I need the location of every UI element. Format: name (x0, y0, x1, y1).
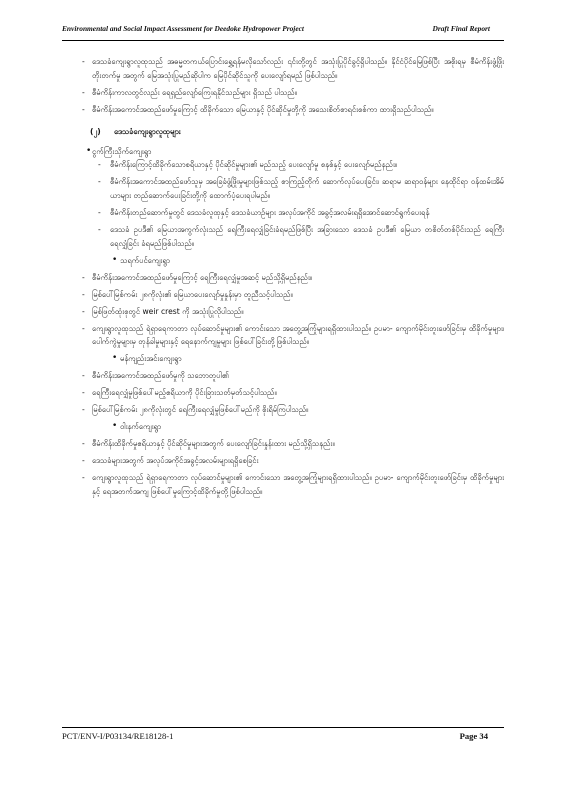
list-item: - ရေကြီးရေလျှံမှုဖြစ်ပေါ်မည့်ဧရိယာကို ပိုင်းခြားသတ်မှတ်သင့်ပါသည်။ (82, 388, 277, 398)
section-heading (62, 125, 504, 139)
bullet-icon: • (112, 254, 118, 265)
page-number: Page 34 (459, 731, 488, 741)
list-item: - ဒေသခံများအတွက် အလုပ်အကိုင်အခွင့်အလမ်းများရရှိစေခြင်း (82, 455, 259, 465)
list-item: - မြစ်ပေါ်မြစ်ကမ်း ၂၈ကိုလုံးတွင် ရေကြီးရေလျှံမှုဖြစ်ပေါ်မည်ကို စိုးရိမ်ကြပါသည်။ (82, 405, 309, 415)
bullet-icon: • (112, 420, 118, 431)
page-footer (62, 731, 504, 807)
village-heading: • သရက်ပင်ကျေးရွာ (62, 254, 504, 268)
list-item: - မြစ်ပေါ်မြစ်ကမ်း ၂၈ကိုလုံး၏ မြေယာပေးလျော်မှုနှုန်းမှာ တူညီသင့်ပါသည်။ (82, 289, 293, 299)
village-heading: • မန်ကျည်းအင်းကျေးရွာ (62, 352, 504, 366)
list-item: - ကျေးရွာလူထုသည် ရဲရှာရေကာတာ လုပ်ဆောင်မှုများ၏ ကောင်းသော အတွေ့အကြုံများရရှိထားပါသည်။ ဥပမာ- ကျောက်မိုင်းတူးဖော်ခြင်းမှ ထိခိုက်မှုများ နှင့် ရေအတက်အကျ ဖြစ်ပေါ်မှုကြောင့်ထိခိုက်မှုတို့ဖြစ်ပါသည်။ (82, 472, 504, 496)
page-header (62, 24, 504, 38)
list-item: - ဒေသခံကျေးရွာလူထုသည် အဓမ္မတကယ်ပြောင်းရွှေ့ရန်မလိုသော်လည်း ၎င်းတို့တွင် အသုံးပြုပိုင်ခွင့်ရှိပါသည်။ နိုင်ငံပိုင်မြေဖြစ်ပြီး အစိုးရမှ စီမံကိန်းဖွံ့ဖြိုးတိုးတက်မှု အတွက် မြေအသုံးပြုမည်ဆိုပါက မြေပိုင်ဆိုင်သူကို ပေးလျော်ရမည် ဖြစ်ပါသည်။ (82, 57, 504, 80)
section-number: (၂) (90, 126, 101, 136)
list-item: - စီမံကိန်းတည်ဆောက်မှုတွင် ဒေသခံလူထုနှင့် ဒေသခံယာဉ်များ အလုပ်အကိုင် အခွင့်အလမ်းရရှိအောင်ဆောင်ရွက်ပေးရန် (98, 208, 430, 218)
village-heading: • ဝါးနက်ကျေးရွာ (62, 420, 504, 434)
section-title: ဒေသခံကျေးရွာလူထုများ (114, 126, 181, 136)
village-heading: • ငွက်ကြီးသိုက်ကျေးရွာ (62, 145, 504, 159)
list-item: - စီမံကိန်းထိခိုက်မှုဧရိယာနှင့် ပိုင်ဆိုင်မှုများအတွက် ပေးလျော်ခြင်းနှုန်းထား မည်သို့ရှိသနည်း။ (82, 438, 335, 448)
header-report-status: Draft Final Report (432, 24, 490, 33)
list-item: - စီမံကိန်းအကောင်အထည်ဖော်သူမှ အခြေခံဖွံ့ဖြိုးမှုများဖြစ်သည့် စာကြည့်တိုက် ဆောက်လုပ်ပေးခြင်း၊ ဆရာမ ဆရာဝန်များ နေထိုင်ရာ ဝန်ထမ်းအိမ်ယာများ တည်ဆောက်ပေးခြင်းတို့ကို ထောက်ပံ့ပေးရပါမည်။ (98, 177, 504, 201)
header-title: Environmental and Social Impact Assessment for Deedoke Hydropower Project (62, 24, 304, 33)
list-item: - ကျေးရွာလူထုသည် ရဲရှာရေကာတာ လုပ်ဆောင်မှုများ၏ ကောင်းသော အတွေ့အကြုံများရရှိထားပါသည်။ ဥပမာ- ကျောက်မိုင်းတူးဖော်ခြင်းမှ ထိခိုက်မှုများ၊ ပေါက်ကွဲမှုများမှ တုန်ခါမှုများနှင့် ရေနောက်ကျမှုများ ဖြစ်ပေါ်ခြင်းတို့ဖြစ်ပါသည်။ (82, 323, 504, 347)
bullet-icon: • (86, 145, 92, 156)
list-item: - စီမံကိန်းအကောင်အထည်ဖော်မှုကို သဘောတူပါ၏ (82, 371, 229, 381)
page-body (62, 55, 504, 498)
list-item: - စီမံကိန်းကြောင့်ထိခိုက်သောစရိယာနှင့် ပိုင်ဆိုင်မှုများ၏ မည်သည့် ပေးလျော်မှု စနစ်နှင့် ပေးလျော်မည်နည်း။ (98, 160, 398, 170)
footer-rule (62, 727, 504, 728)
bullet-icon: • (112, 353, 118, 364)
list-item: - စီမံကိန်းအကောင်အထည်ဖော်မှုကြောင့် ထိခိုက်သော မြေယာနှင့် ပိုင်ဆိုင်မှုတို့ကို အသေးစိတ်စာရင်းစစ်ကာ ထားရှိသည်ပါသည်။ (82, 104, 434, 114)
list-item: - စီမံကိန်းအကောင်အထည်ဖော်မှုကြောင့် ရေကြီးရေလျှံမှုအဆင့် မည်သို့ရှိမည်နည်း။ (82, 272, 313, 282)
header-rule (62, 40, 504, 41)
document-reference: PCT/ENV-I/P03134/RE18128-1 (62, 731, 174, 741)
list-item: - မြစ်ဖြတ်ထုံးစုတွင် weir crest ကို အသုံးပြုလိုပါသည်။ (82, 306, 244, 316)
list-item: - ဒေသခံ ဥပဒီ၏ မြေယာအကွက်လုံးသည် ရေကြီးရေလျှံခြင်းခံရမည်ဖြစ်ပြီး အခြားသော ဒေသခံ ဥပဒီ၏ မြေယာ တစိတ်တစ်ပိုင်းသည် ရေကြီးရေလျှံခြင်း ခံရမည်ဖြစ်ပါသည်။ (98, 225, 504, 248)
list-item: - စီမံကိန်းကာလတွင်လည်း ရေရှည်လျော်ကြေးရနိုင်သည်များ ရှိသည် ပါသည်။ (82, 87, 297, 97)
